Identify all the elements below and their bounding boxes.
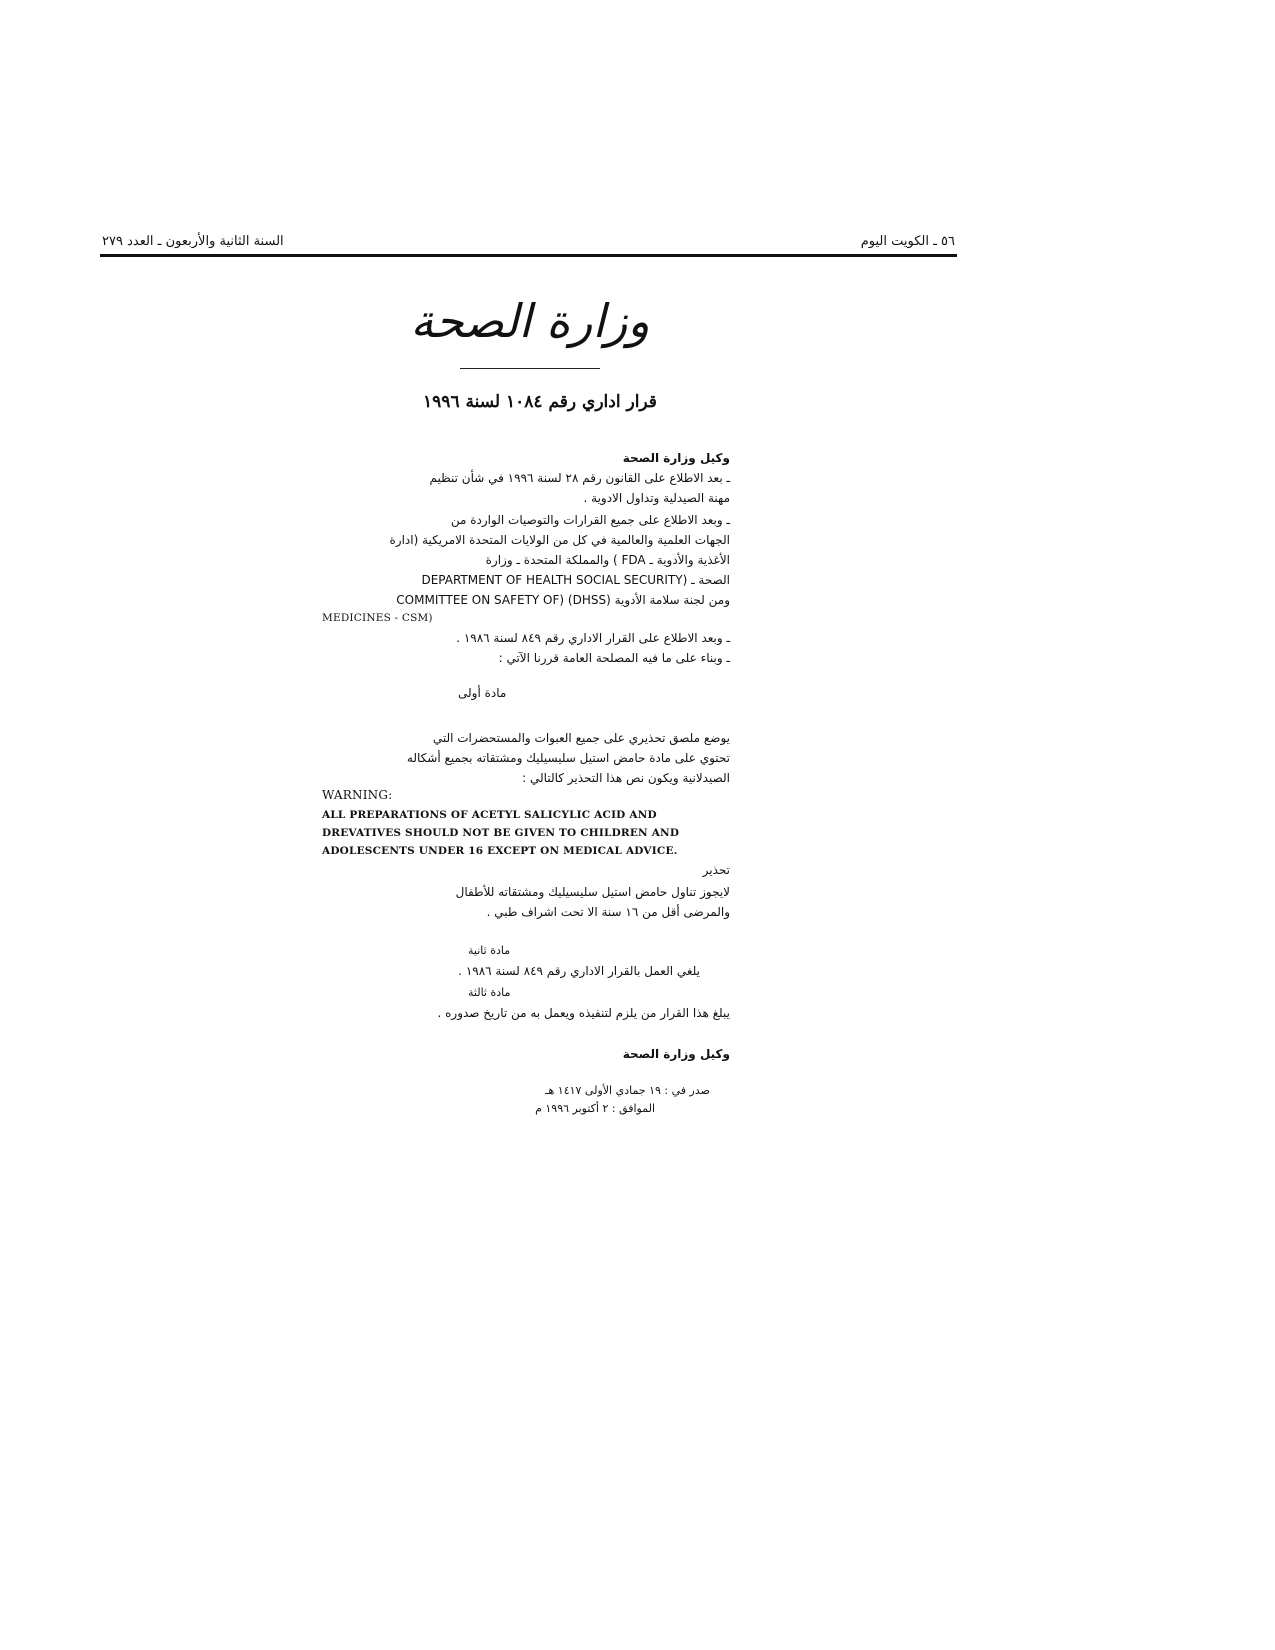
preamble-line: مهنة الصيدلية وتداول الادوية . — [583, 491, 730, 505]
warning-arabic-line: لايجوز تناول حامض استيل سليسيليك ومشتقاته للأطفال — [455, 885, 730, 899]
preamble-line: ـ وبناء على ما فيه المصلحة العامة قررنا الآتي : — [498, 651, 730, 665]
header-rule — [100, 254, 957, 257]
article3-heading: مادة ثالثة — [468, 986, 511, 999]
issued-date-gregorian: الموافق : ٢ أكتوبر ١٩٩٦ م — [535, 1102, 655, 1115]
warning-line: ALL PREPARATIONS OF ACETYL SALICYLIC ACID AND — [322, 809, 657, 821]
article1-heading: مادة أولى — [458, 686, 507, 700]
preamble-line: الجهات العلمية والعالمية في كل من الولايات المتحدة الامريكية (ادارة — [389, 533, 730, 547]
warning-label-arabic: تحذير — [702, 863, 730, 877]
preamble-line: MEDICINES - CSM) — [322, 612, 433, 624]
preamble-line: الأغذية والأدوية ـ FDA ) والمملكة المتحدة ـ وزارة — [485, 553, 730, 567]
logo-underline — [460, 368, 600, 369]
warning-line: ADOLESCENTS UNDER 16 EXCEPT ON MEDICAL ADVICE. — [322, 845, 678, 857]
article1-line: يوضع ملصق تحذيري على جميع العبوات والمستحضرات التي — [432, 731, 730, 745]
preamble-line: ـ وبعد الاطلاع على جميع القرارات والتوصيات الواردة من — [450, 513, 730, 527]
article3-text: يبلغ هذا القرار من يلزم لتنفيذه ويعمل به من تاريخ صدوره . — [437, 1006, 730, 1020]
logo-calligraphy: وزارة الصحة — [410, 294, 650, 348]
preamble-line: ومن لجنة سلامة الأدوية (DHSS) (COMMITTEE ON SAFETY OF — [396, 593, 730, 607]
warning-label: WARNING: — [322, 788, 393, 802]
warning-line: DREVATIVES SHOULD NOT BE GIVEN TO CHILDREN AND — [322, 827, 680, 839]
preamble-line: الصحة ـ (DEPARTMENT OF HEALTH SOCIAL SECURITY — [421, 573, 730, 587]
decree-title: قرار اداري رقم ١٠٨٤ لسنة ١٩٩٦ — [423, 392, 657, 412]
preamble-heading: وكيل وزارة الصحة — [622, 451, 730, 465]
ministry-logo — [390, 276, 670, 386]
article1-line: الصيدلانية ويكون نص هذا التحذير كالتالي : — [522, 771, 730, 785]
header-page-label: ٥٦ ـ الكويت اليوم — [860, 234, 955, 249]
article2-text: يلغي العمل بالقرار الاداري رقم ٨٤٩ لسنة ١٩٨٦ . — [458, 964, 700, 978]
preamble-line: ـ وبعد الاطلاع على القرار الاداري رقم ٨٤٩ لسنة ١٩٨٦ . — [456, 631, 730, 645]
article1-line: تحتوي على مادة حامض استيل سليسيليك ومشتقاته بجميع أشكاله — [406, 751, 730, 765]
warning-arabic-line: والمرضى أقل من ١٦ سنة الا تحت اشراف طبي . — [486, 905, 730, 919]
header-issue-label: السنة الثانية والأربعون ـ العدد ٢٧٩ — [102, 234, 284, 249]
preamble-line: ـ بعد الاطلاع على القانون رقم ٢٨ لسنة ١٩٩٦ في شأن تنظيم — [429, 471, 730, 485]
article2-heading: مادة ثانية — [468, 944, 511, 957]
issued-date-hijri: صدر في : ١٩ جمادي الأولى ١٤١٧ هـ — [545, 1084, 710, 1097]
signature: وكيل وزارة الصحة — [622, 1047, 730, 1061]
